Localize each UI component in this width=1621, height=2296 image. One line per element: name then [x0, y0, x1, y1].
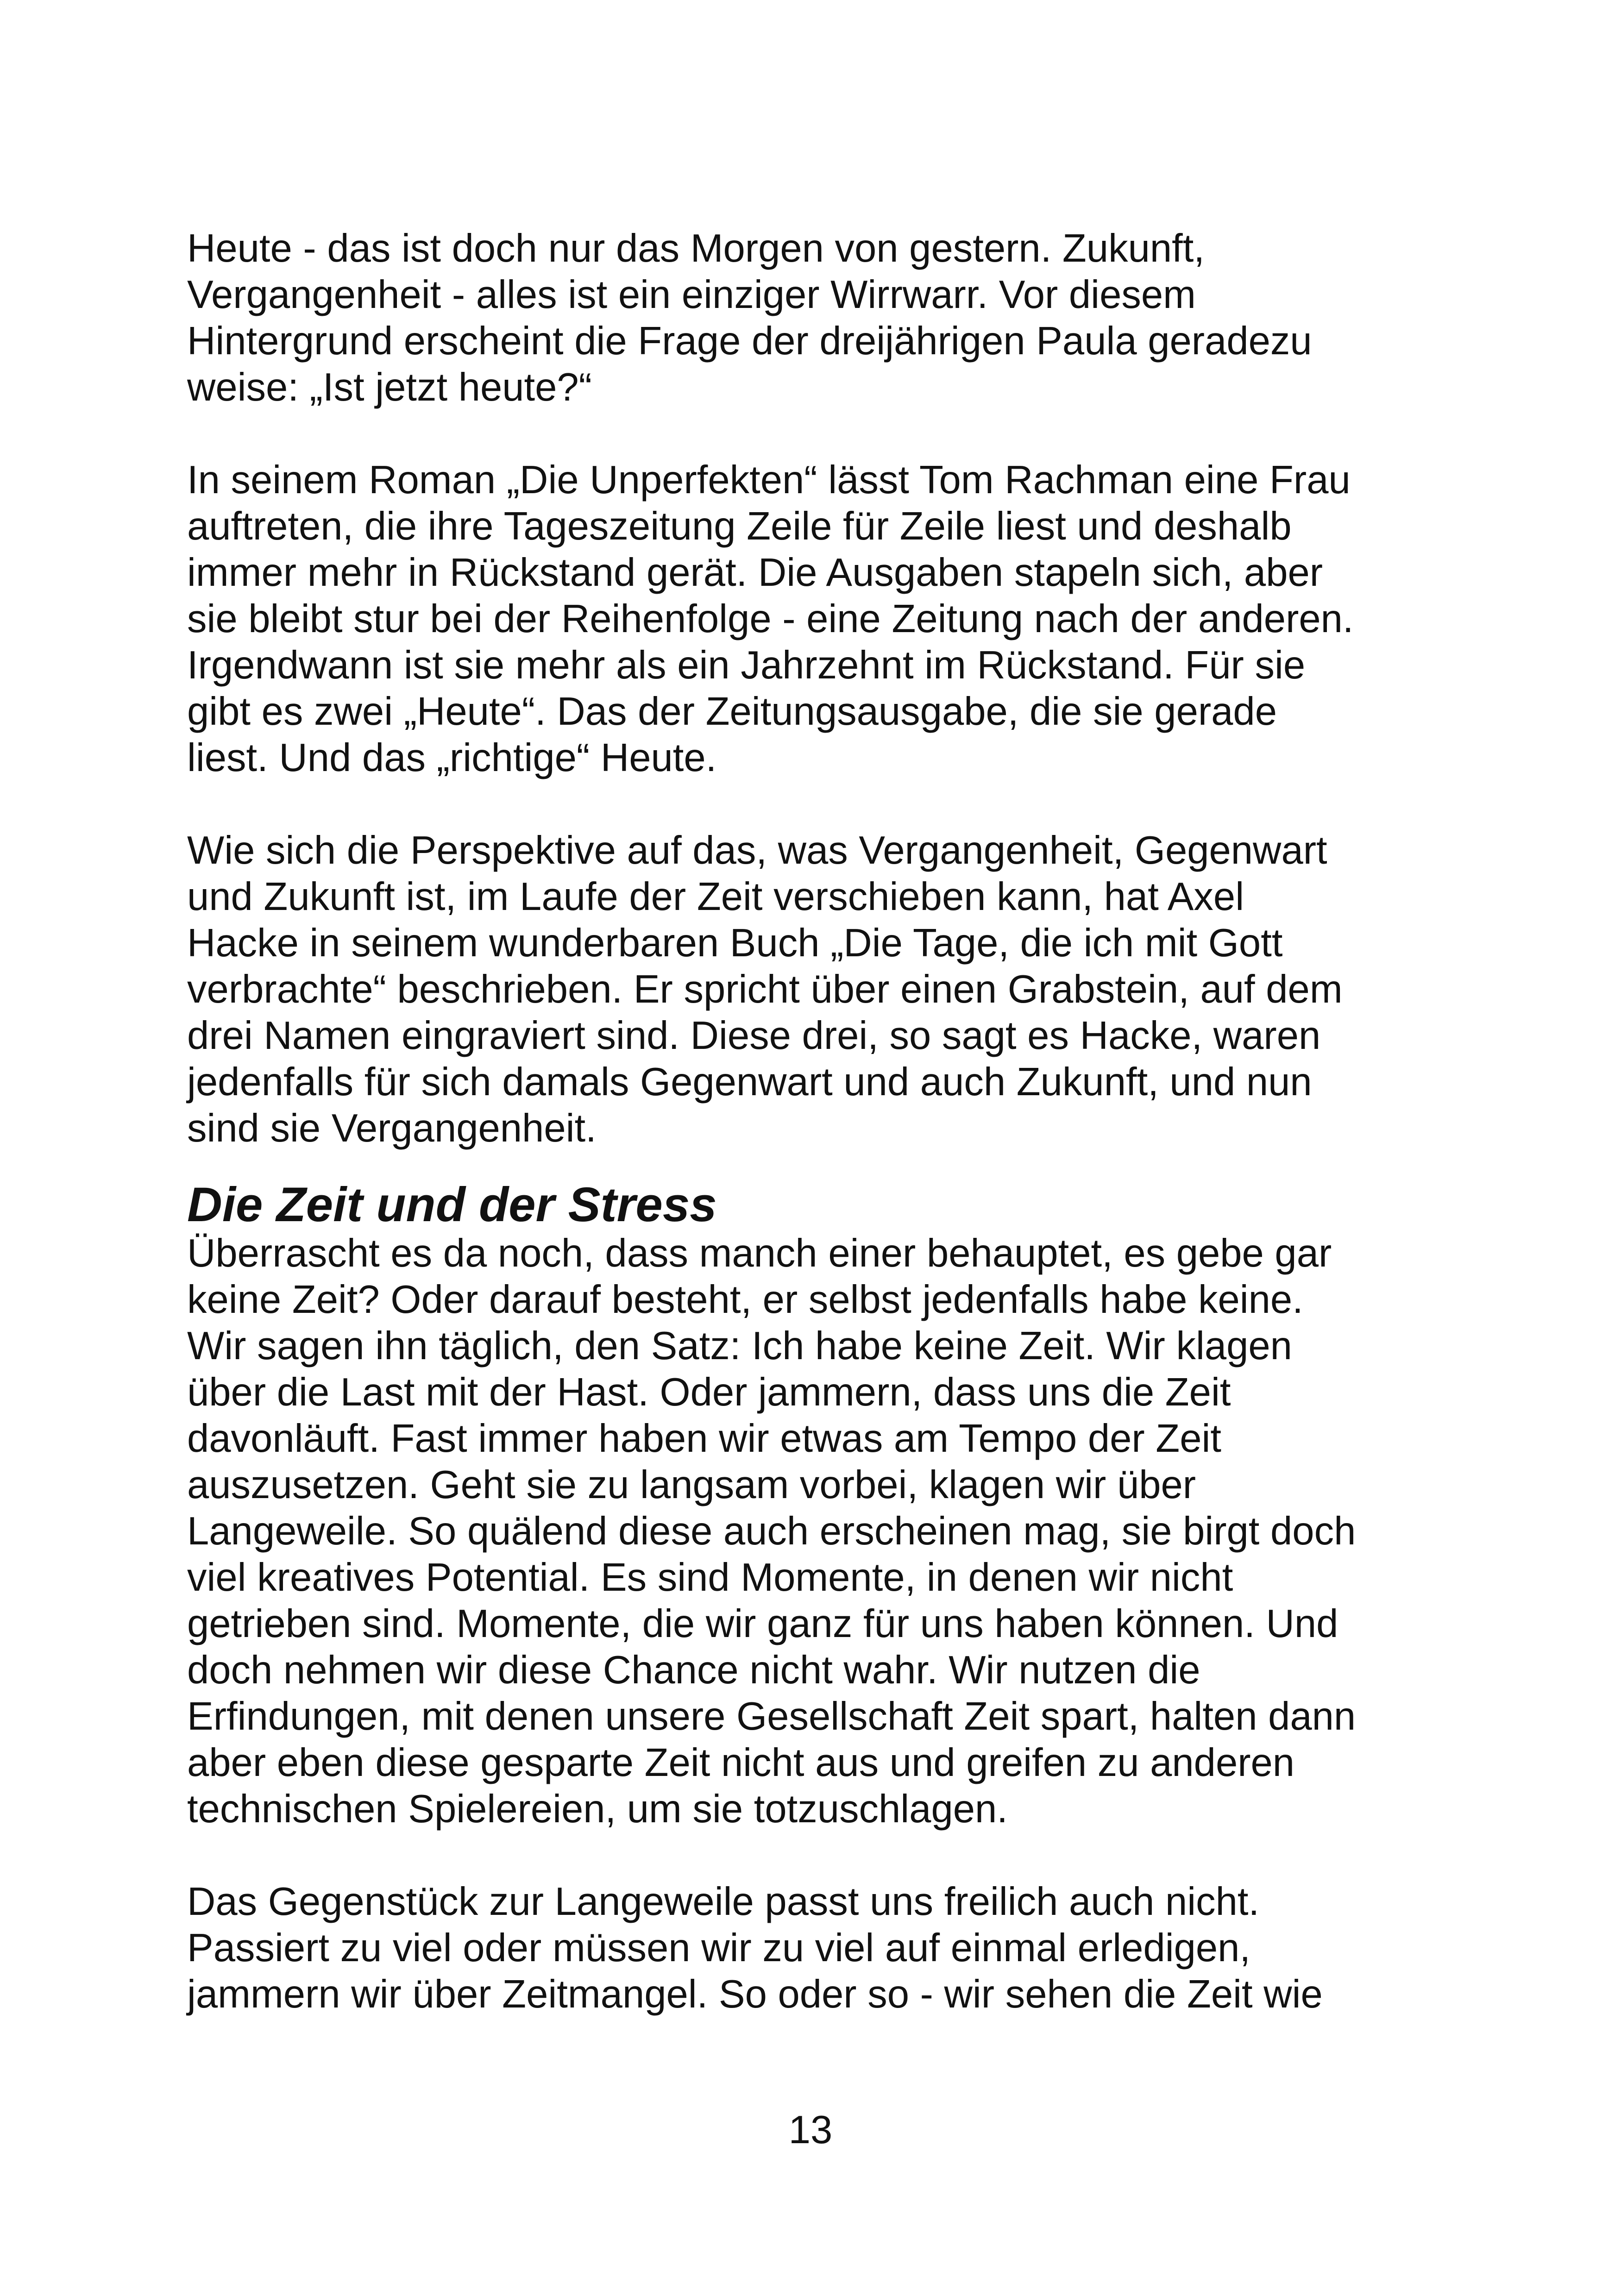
- text-line: aber eben diese gesparte Zeit nicht aus und greifen zu anderen: [187, 1741, 1295, 1785]
- text-line: In seinem Roman „Die Unperfekten“ lässt Tom Rachman eine Frau: [187, 458, 1351, 502]
- text-line: liest. Und das „richtige“ Heute.: [187, 736, 717, 780]
- paragraph-hacke: [187, 828, 1465, 1152]
- text-line: und Zukunft ist, im Laufe der Zeit verschieben kann, hat Axel: [187, 875, 1244, 919]
- text-line: gibt es zwei „Heute“. Das der Zeitungsausgabe, die sie gerade: [187, 690, 1277, 734]
- text-line: getrieben sind. Momente, die wir ganz für uns haben können. Und: [187, 1602, 1338, 1646]
- text-line: sie bleibt stur bei der Reihenfolge - eine Zeitung nach der anderen.: [187, 597, 1354, 641]
- text-line: Hacke in seinem wunderbaren Buch „Die Tage, die ich mit Gott: [187, 921, 1283, 965]
- text-line: über die Last mit der Hast. Oder jammern, dass uns die Zeit: [187, 1370, 1231, 1414]
- section-heading: Die Zeit und der Stress: [187, 1178, 717, 1232]
- text-line: Passiert zu viel oder müssen wir zu viel auf einmal erledigen,: [187, 1926, 1251, 1970]
- text-line: auszusetzen. Geht sie zu langsam vorbei, klagen wir über: [187, 1463, 1196, 1507]
- text-line: verbrachte“ beschrieben. Er spricht über einen Grabstein, auf dem: [187, 967, 1343, 1011]
- text-line: drei Namen eingraviert sind. Diese drei, so sagt es Hacke, waren: [187, 1014, 1321, 1058]
- page-body: [187, 226, 1465, 2018]
- text-line: immer mehr in Rückstand gerät. Die Ausgaben stapeln sich, aber: [187, 551, 1323, 595]
- text-line: auftreten, die ihre Tageszeitung Zeile für Zeile liest und deshalb: [187, 504, 1292, 548]
- text-line: Wir sagen ihn täglich, den Satz: Ich habe keine Zeit. Wir klagen: [187, 1324, 1292, 1368]
- text-line: Langeweile. So quälend diese auch erscheinen mag, sie birgt doch: [187, 1509, 1356, 1553]
- text-line: Das Gegenstück zur Langeweile passt uns freilich auch nicht.: [187, 1880, 1260, 1924]
- text-line: keine Zeit? Oder darauf besteht, er selbst jedenfalls habe keine.: [187, 1278, 1303, 1322]
- text-line: Erfindungen, mit denen unsere Gesellschaft Zeit spart, halten dann: [187, 1694, 1356, 1738]
- text-line: Vergangenheit - alles ist ein einziger Wirrwarr. Vor diesem: [187, 273, 1196, 317]
- text-line: doch nehmen wir diese Chance nicht wahr. Wir nutzen die: [187, 1648, 1200, 1692]
- text-line: sind sie Vergangenheit.: [187, 1106, 597, 1150]
- page-number: 13: [788, 2108, 833, 2152]
- text-line: Wie sich die Perspektive auf das, was Vergangenheit, Gegenwart: [187, 828, 1327, 872]
- text-line: jedenfalls für sich damals Gegenwart und auch Zukunft, und nun: [187, 1060, 1312, 1104]
- paragraph-heute: [187, 226, 1465, 411]
- paragraph-rachman: [187, 457, 1465, 781]
- paragraph-stress: [187, 1230, 1465, 1832]
- text-line: jammern wir über Zeitmangel. So oder so - wir sehen die Zeit wie: [187, 1972, 1323, 2016]
- text-line: Überrascht es da noch, dass manch einer behauptet, es gebe gar: [187, 1231, 1332, 1275]
- text-line: Irgendwann ist sie mehr als ein Jahrzehnt im Rückstand. Für sie: [187, 643, 1306, 687]
- text-line: weise: „Ist jetzt heute?“: [187, 365, 592, 409]
- text-line: technischen Spielereien, um sie totzuschlagen.: [187, 1787, 1008, 1831]
- paragraph-gegenstueck: [187, 1879, 1465, 2018]
- text-line: viel kreatives Potential. Es sind Momente, in denen wir nicht: [187, 1556, 1233, 1600]
- text-line: Heute - das ist doch nur das Morgen von gestern. Zukunft,: [187, 226, 1205, 270]
- text-line: Hintergrund erscheint die Frage der dreijährigen Paula geradezu: [187, 319, 1312, 363]
- text-line: davonläuft. Fast immer haben wir etwas am Tempo der Zeit: [187, 1417, 1221, 1461]
